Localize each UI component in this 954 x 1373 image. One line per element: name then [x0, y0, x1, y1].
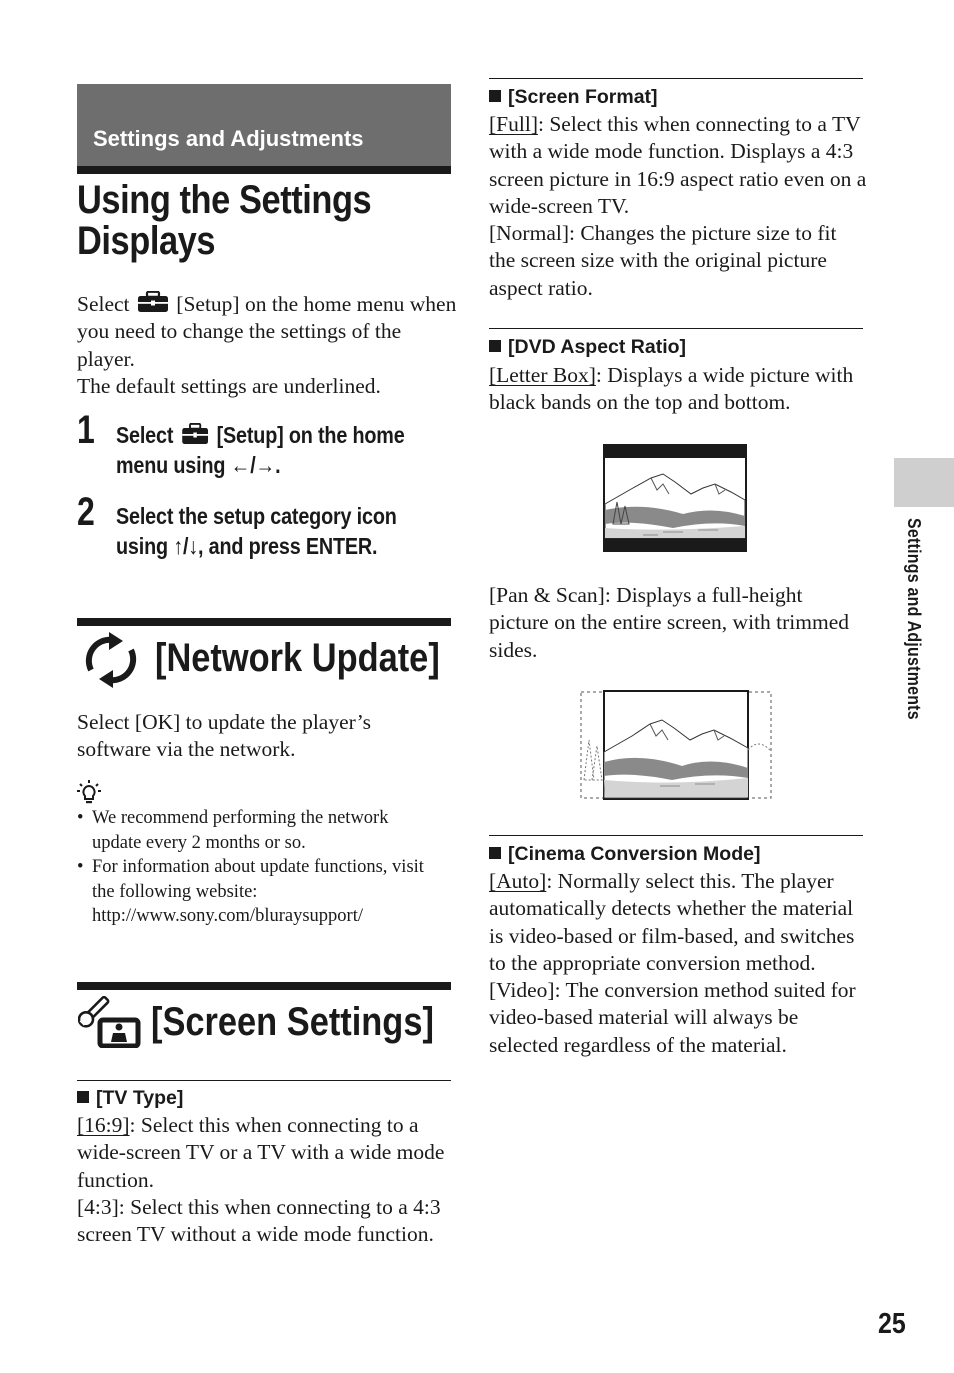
- tv-type-option-2-text: [4:3]: Select this when connecting to a 4:3 screen TV without a wide mode function.: [77, 1194, 441, 1247]
- page-title: Using the Settings Displays: [77, 178, 372, 263]
- tv-type-heading: [77, 1086, 183, 1110]
- up-down-arrows-icon: ↑/↓: [173, 533, 198, 559]
- refresh-arrows-icon: [79, 632, 143, 688]
- tv-type-body: [77, 1112, 453, 1248]
- tv-type-option-1-text: : Select this when connecting to a wide-screen TV or a TV with a wide mode function.: [77, 1113, 445, 1192]
- tips-list: [77, 806, 442, 929]
- section-banner-label: Settings and Adjustments: [93, 126, 364, 151]
- screen-format-option-2-text: [Normal]: Changes the picture size to fit the screen size with the original picture aspect ratio.: [489, 221, 837, 300]
- page-number: 25: [878, 1308, 906, 1340]
- dvd-aspect-option-1: [489, 362, 867, 417]
- step-2-instruction: Select the setup category icon using: [116, 503, 397, 559]
- intro-body-text: [Setup] on the home menu when you need to change the settings of the player.: [77, 292, 457, 371]
- support-url: http://www.sony.com/bluraysupport/: [92, 906, 363, 926]
- square-bullet-icon: [77, 1091, 89, 1103]
- screen-format-heading: [489, 85, 658, 109]
- dvd-aspect-option-1-text: : Displays a wide picture with black bands on the top and bottom.: [489, 363, 854, 415]
- step-2-text: [116, 501, 451, 561]
- screen-format-default-option: [Full]: [489, 112, 538, 136]
- square-bullet-icon: [489, 340, 501, 352]
- step-1-text: [116, 420, 460, 480]
- cinema-conversion-default-option: [Auto]: [489, 869, 547, 893]
- square-bullet-icon: [489, 847, 501, 859]
- toolbox-icon: [137, 291, 169, 313]
- dvd-aspect-rule: [489, 328, 863, 329]
- lightbulb-hint-icon: [77, 780, 101, 806]
- cinema-conversion-heading: [489, 842, 760, 866]
- step-1-end: .: [275, 452, 281, 478]
- intro-select-text: Select: [77, 292, 130, 316]
- tv-type-default-option: [16:9]: [77, 1113, 130, 1137]
- screen-format-option-1-text: : Select this when connecting to a TV with a wide mode function. Displays a 4:3 screen picture in 16:9 aspect ratio even on a wide-screen TV.: [489, 112, 867, 218]
- network-update-rule: [77, 618, 451, 626]
- tip-item: • We recommend performing the network update every 2 months or so.: [77, 806, 442, 855]
- toolbox-icon: [180, 423, 209, 445]
- tv-type-rule: [77, 1080, 451, 1081]
- section-banner: [77, 84, 451, 174]
- intro-paragraph: [77, 291, 457, 400]
- network-update-title: [Network Update]: [155, 636, 440, 680]
- step-1-instruction: [Setup] on the home menu using: [116, 422, 405, 478]
- dvd-aspect-option-2: [Pan & Scan]: Displays a full-height picture on the entire screen, with trimmed sides.: [489, 583, 849, 662]
- cinema-conversion-rule: [489, 835, 863, 836]
- tip-item: [77, 855, 442, 929]
- square-bullet-icon: [489, 90, 501, 102]
- network-update-body: Select [OK] to update the player’s software via the network.: [77, 710, 371, 762]
- side-tab-marker: [894, 458, 954, 507]
- cinema-conversion-option-2-text: [Video]: The conversion method suited for video-based material will always be selected regardless of the material.: [489, 978, 856, 1057]
- cinema-conversion-option-1-text: : Normally select this. The player automatically detects whether the material is video-based or film-based, and switches to the appropriate conversion method.: [489, 869, 855, 975]
- dvd-aspect-heading-text: [DVD Aspect Ratio]: [508, 336, 687, 358]
- step-1-number: 1: [77, 408, 95, 452]
- screen-format-rule: [489, 78, 863, 79]
- side-section-label: Settings and Adjustments: [904, 518, 925, 720]
- screen-settings-title: [Screen Settings]: [151, 1000, 434, 1044]
- left-right-arrows-icon: ←/→: [230, 452, 276, 478]
- cinema-conversion-body: [489, 868, 867, 1059]
- screen-format-body: [489, 111, 867, 302]
- screen-settings-icon: [78, 996, 142, 1048]
- tip-text: For information about update functions, visit the following website:: [92, 857, 424, 902]
- letterbox-illustration: [603, 444, 747, 552]
- screen-settings-rule: [77, 982, 451, 990]
- dvd-aspect-heading: [489, 335, 686, 359]
- step-1-select: Select: [116, 422, 174, 448]
- pan-and-scan-illustration: [580, 690, 772, 800]
- dvd-aspect-default-option: [Letter Box]: [489, 363, 596, 387]
- screen-format-heading-text: [Screen Format]: [508, 86, 658, 108]
- step-2-number: 2: [77, 490, 95, 534]
- cinema-conversion-heading-text: [Cinema Conversion Mode]: [508, 843, 761, 865]
- tv-type-heading-text: [TV Type]: [96, 1087, 184, 1109]
- step-2-end: , and press ENTER.: [197, 533, 378, 559]
- default-settings-note: The default settings are underlined.: [77, 373, 381, 398]
